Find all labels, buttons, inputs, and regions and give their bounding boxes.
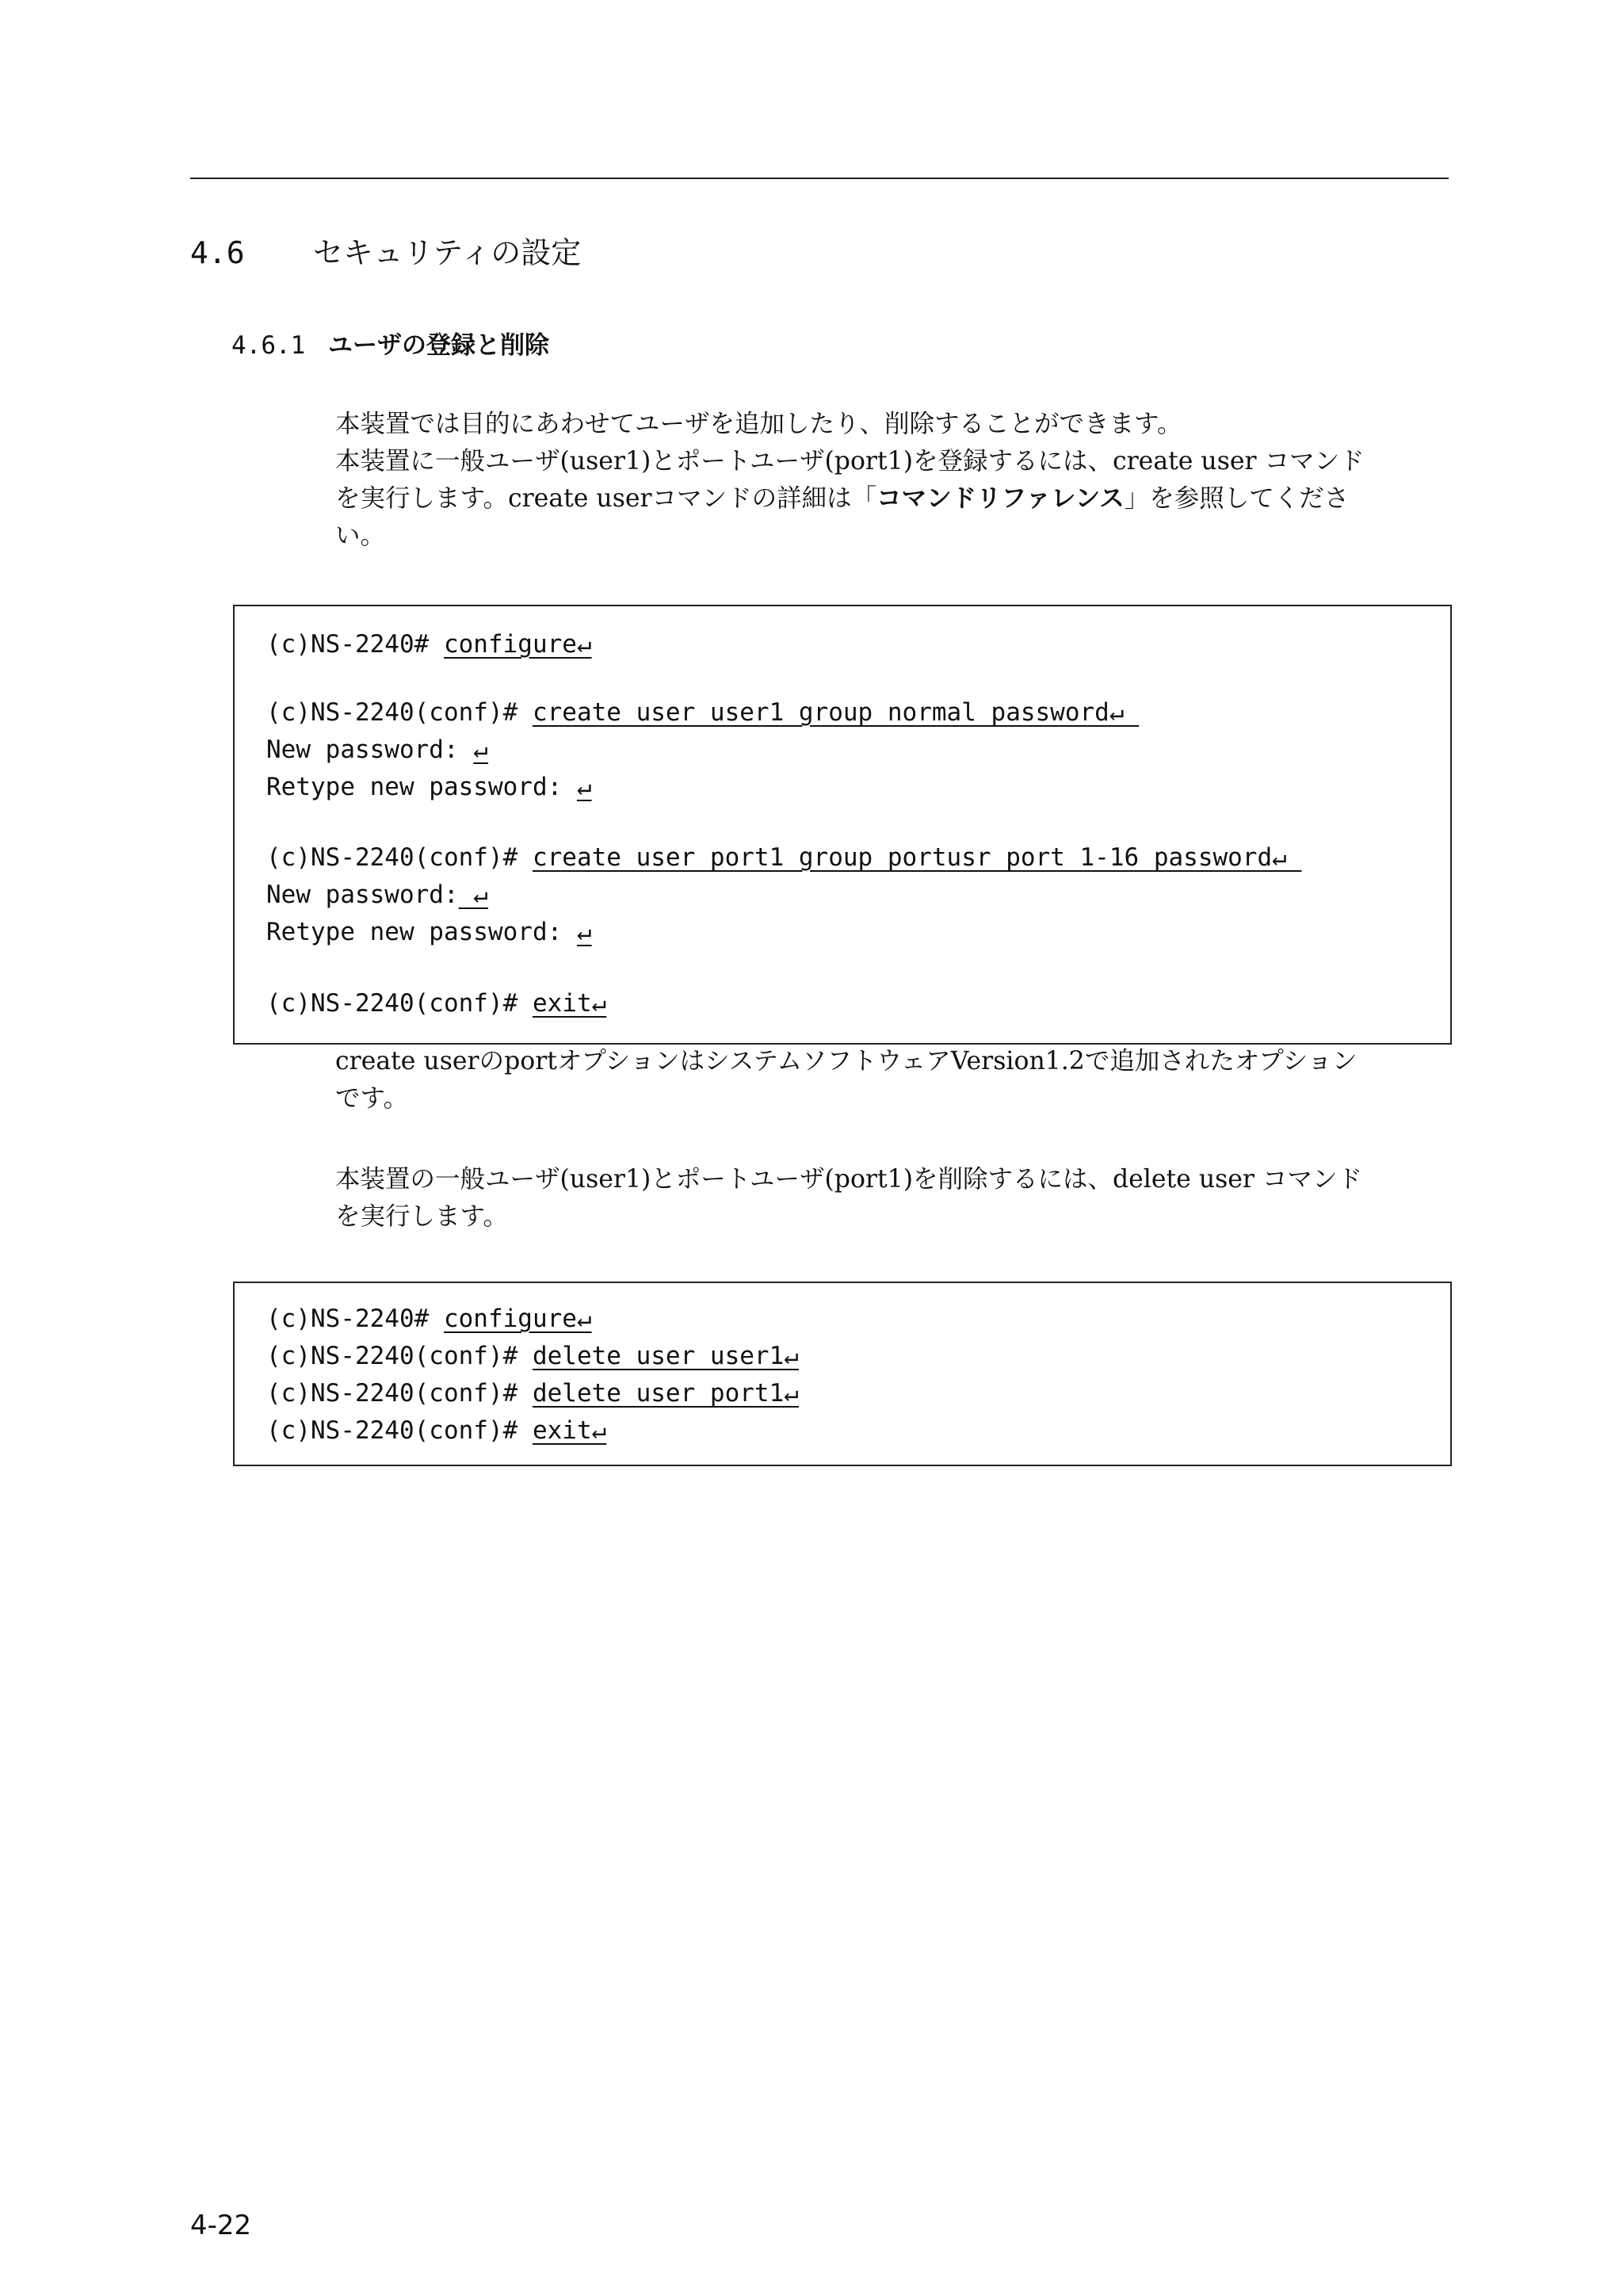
code-line: (c)NS-2240# configure↵ [266, 1305, 592, 1333]
code-line: New password: ↵ [266, 735, 488, 764]
subsection-number: 4.6.1 [231, 331, 306, 360]
code-line: New password: ↵ [266, 881, 488, 909]
code-line: Retype new password: ↵ [266, 773, 592, 801]
intro-line-3-post: 」を参照してくださ [1124, 484, 1350, 513]
intro-paragraph [335, 406, 1449, 555]
intro-line-4: い。 [335, 521, 386, 550]
code-line: (c)NS-2240(conf)# create user user1 group normal password↵ [266, 698, 1140, 727]
section-number: 4.6 [190, 235, 245, 270]
code-line: (c)NS-2240(conf)# exit↵ [266, 989, 607, 1018]
delete-line-1: 本装置の一般ユーザ(user1)とポートユーザ(port1)を削除するには、delete user コマンド [335, 1165, 1362, 1194]
note-line-2: です。 [335, 1084, 408, 1113]
page-number: 4-22 [190, 2210, 252, 2241]
code-line: (c)NS-2240(conf)# delete user port1↵ [266, 1379, 799, 1408]
delete-paragraph [335, 1161, 1449, 1236]
delete-line-2: を実行します。 [335, 1202, 508, 1231]
code-line: (c)NS-2240(conf)# delete user user1↵ [266, 1342, 799, 1370]
version-note [335, 1043, 1449, 1117]
subsection-title: ユーザの登録と削除 [328, 331, 549, 360]
header-rule [190, 178, 1449, 179]
code-line: (c)NS-2240# configure↵ [266, 630, 592, 659]
intro-line-1: 本装置では目的にあわせてユーザを追加したり、削除することができます。 [335, 410, 1182, 438]
code-block-delete-user [233, 1282, 1452, 1466]
command-reference-title: コマンドリファレンス [876, 484, 1125, 513]
code-line: (c)NS-2240(conf)# exit↵ [266, 1416, 607, 1445]
section-heading [190, 228, 581, 272]
note-line-1: create userのportオプションはシステムソフトウェアVersion1.2で追加されたオプション [335, 1047, 1358, 1075]
code-block-create-user [233, 605, 1452, 1045]
intro-line-3 [335, 480, 1449, 518]
subsection-heading [231, 325, 549, 361]
code-line: Retype new password: ↵ [266, 918, 592, 946]
intro-line-3-pre: を実行します。create userコマンドの詳細は「 [335, 484, 877, 513]
section-title: セキュリティの設定 [313, 235, 582, 270]
intro-line-2: 本装置に一般ユーザ(user1)とポートユーザ(port1)を登録するには、create user コマンド [335, 447, 1365, 476]
code-line: (c)NS-2240(conf)# create user port1 group portusr port 1-16 password↵ [266, 843, 1302, 872]
